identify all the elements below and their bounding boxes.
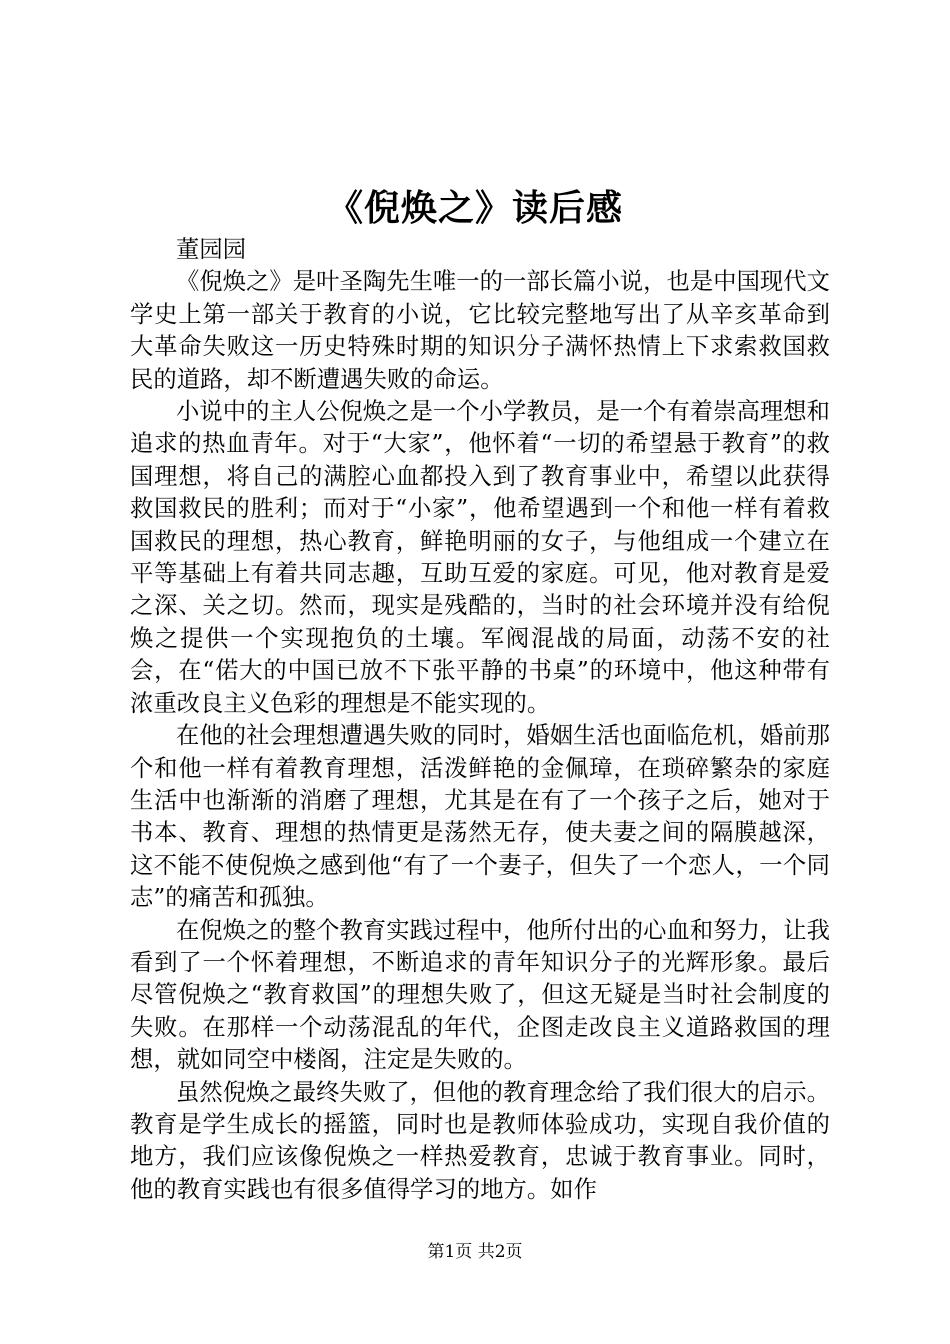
article-body <box>130 234 830 1206</box>
author-name: 董园园 <box>176 236 247 263</box>
page-footer: 第1页 共2页 <box>427 1242 523 1262</box>
paragraph-2: 小说中的主人公倪焕之是一个小学教员，是一个有着崇高理想和追求的热血青年。对于“大家”，他怀着“一切的希望悬于教育”的救国理想，将自己的满腔心血都投入到了教育事业中，希望以此获得救国救民的胜利；而对于“小家”，他希望遇到一个和他一样有着救国救民的理想，热心教育，鲜艳明丽的女子，与他组成一个建立在平等基础上有着共同志趣，互助互爱的家庭。可见，他对教育是爱之深、关之切。然而，现实是残酷的，当时的社会环境并没有给倪焕之提供一个实现抱负的土壤。军阀混战的局面，动荡不安的社会，在“偌大的中国已放不下张平静的书桌”的环境中，他这种带有浓重改良主义色彩的理想是不能实现的。 <box>130 398 830 717</box>
paragraph-1: 《倪焕之》是叶圣陶先生唯一的一部长篇小说，也是中国现代文学史上第一部关于教育的小说，它比较完整地写出了从辛亥革命到大革命失败这一历史特殊时期的知识分子满怀热情上下求索救国救民的道路，却不断遭遇失败的命运。 <box>130 268 830 393</box>
paragraph-3: 在他的社会理想遭遇失败的同时，婚姻生活也面临危机，婚前那个和他一样有着教育理想，活泼鲜艳的金佩璋，在琐碎繁杂的家庭生活中也渐渐的消磨了理想，尤其是在有了一个孩子之后，她对于书本、教育、理想的热情更是荡然无存，使夫妻之间的隔膜越深，这不能不使倪焕之感到他“有了一个妻子，但失了一个恋人，一个同志”的痛苦和孤独。 <box>130 722 830 912</box>
paragraph-5: 虽然倪焕之最终失败了，但他的教育理念给了我们很大的启示。教育是学生成长的摇篮，同时也是教师体验成功，实现自我价值的地方，我们应该像倪焕之一样热爱教育，忠诚于教育事业。同时，他的教育实践也有很多值得学习的地方。如作 <box>130 1078 830 1203</box>
page-title: 《倪焕之》读后感 <box>326 187 623 229</box>
paragraph-4: 在倪焕之的整个教育实践过程中，他所付出的心血和努力，让我看到了一个怀着理想，不断追求的青年知识分子的光辉形象。最后尽管倪焕之“教育救国”的理想失败了，但这无疑是当时社会制度的失败。在那样一个动荡混乱的年代，企图走改良主义道路救国的理想，就如同空中楼阁，注定是失败的。 <box>130 916 830 1074</box>
